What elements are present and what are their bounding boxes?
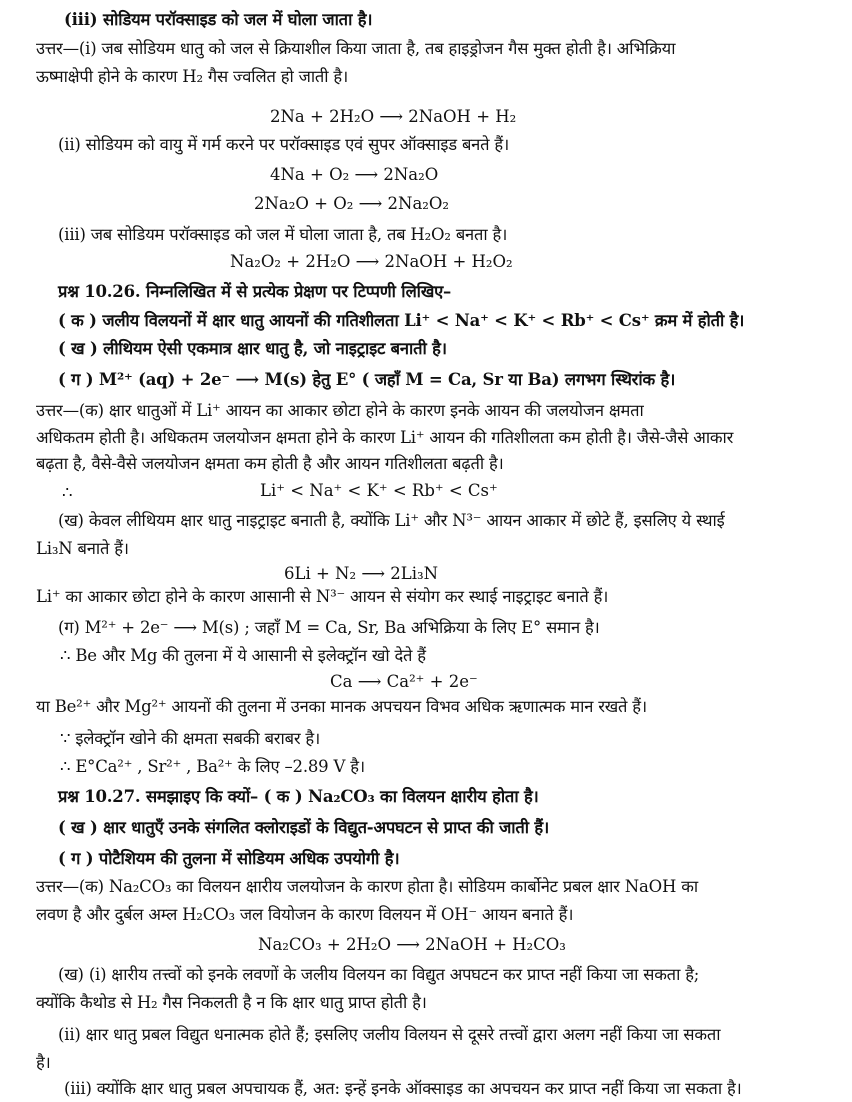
answer-line: Li₃N बनाते हैं। — [36, 539, 129, 558]
answer-line: Li⁺ का आकार छोटा होने के कारण आसानी से N³⁻ आयन से संयोग कर स्थाई नाइट्राइट बनाते हैं। — [36, 587, 609, 606]
answer-line: बढ़ता है, वैसे-वैसे जलयोजन क्षमता कम होती है और आयन गतिशीलता बढ़ती है। — [36, 454, 504, 473]
answer-line: उत्तर—(क) क्षार धातुओं में Li⁺ आयन का आकार छोटा होने के कारण इनके आयन की जलयोजन क्षमता — [36, 401, 644, 420]
question-part-iii: (iii) सोडियम परॉक्साइड को जल में घोला जाता है। — [64, 10, 373, 29]
equation: Na₂O₂ + 2H₂O ⟶ 2NaOH + H₂O₂ — [230, 252, 513, 271]
therefore-symbol: ∴ — [62, 483, 73, 502]
answer-line: (ग) M²⁺ + 2e⁻ ⟶ M(s) ; जहाँ M = Ca, Sr, Ba अभिक्रिया के लिए E° समान है। — [58, 618, 600, 637]
question-part: ( ख ) क्षार धातुएँ उनके संगलित क्लोराइडों के विद्युत-अपघटन से प्राप्त की जाती हैं। — [58, 818, 550, 837]
answer-line: ∵ इलेक्ट्रॉन खोने की क्षमता सबकी बराबर है। — [60, 729, 321, 748]
answer-line: (ख) केवल लीथियम क्षार धातु नाइट्राइट बनाती है, क्योंकि Li⁺ और N³⁻ आयन आकार में छोटे हैं, इसलिए ये स्थाई — [58, 511, 725, 530]
equation: Li⁺ < Na⁺ < K⁺ < Rb⁺ < Cs⁺ — [260, 481, 498, 500]
question-heading: प्रश्न 10.27. समझाइए कि क्यों– ( क ) Na₂CO₃ का विलयन क्षारीय होता है। — [58, 787, 539, 806]
equation: Ca ⟶ Ca²⁺ + 2e⁻ — [330, 672, 478, 691]
answer-line: (ii) क्षार धातु प्रबल विद्युत धनात्मक होते हैं; इसलिए जलीय विलयन से दूसरे तत्त्वों द्वारा अलग नहीं किया जा सकता — [58, 1025, 721, 1044]
answer-line: या Be²⁺ और Mg²⁺ आयनों की तुलना में उनका मानक अपचयन विभव अधिक ऋणात्मक मान रखते हैं। — [36, 697, 647, 716]
question-heading: प्रश्न 10.26. निम्नलिखित में से प्रत्येक प्रेक्षण पर टिप्पणी लिखिए– — [58, 282, 452, 301]
equation: 2Na₂O + O₂ ⟶ 2Na₂O₂ — [254, 194, 450, 213]
question-part: ( ग ) पोटैशियम की तुलना में सोडियम अधिक उपयोगी है। — [58, 849, 400, 868]
question-part: ( क ) जलीय विलयनों में क्षार धातु आयनों की गतिशीलता Li⁺ < Na⁺ < K⁺ < Rb⁺ < Cs⁺ क्रम में होती है। — [58, 311, 745, 330]
equation: Na₂CO₃ + 2H₂O ⟶ 2NaOH + H₂CO₃ — [258, 935, 566, 954]
question-part: ( ग ) M²⁺ (aq) + 2e⁻ ⟶ M(s) हेतु E° ( जहाँ M = Ca, Sr या Ba) लगभग स्थिरांक है। — [58, 370, 676, 389]
answer-line: ∴ E°Ca²⁺ , Sr²⁺ , Ba²⁺ के लिए –2.89 V है। — [60, 757, 365, 776]
answer-line: (iii) क्योंकि क्षार धातु प्रबल अपचायक हैं, अत: इन्हें इनके ऑक्साइड का अपचयन कर प्राप्त नहीं किया जा सकता है। — [64, 1079, 742, 1098]
answer-line: उत्तर—(क) Na₂CO₃ का विलयन क्षारीय जलयोजन के कारण होता है। सोडियम कार्बोनेट प्रबल क्षार NaOH का — [36, 877, 698, 896]
answer-line: लवण है और दुर्बल अम्ल H₂CO₃ जल वियोजन के कारण विलयन में OH⁻ आयन बनाते हैं। — [36, 905, 574, 924]
equation: 4Na + O₂ ⟶ 2Na₂O — [270, 165, 439, 184]
answer-line: (ii) सोडियम को वायु में गर्म करने पर परॉक्साइड एवं सुपर ऑक्साइड बनते हैं। — [58, 135, 510, 154]
equation: 6Li + N₂ ⟶ 2Li₃N — [284, 564, 439, 583]
answer-line: अधिकतम होती है। अधिकतम जलयोजन क्षमता होने के कारण Li⁺ आयन की गतिशीलता कम होती है। जैसे-जैसे आकार — [36, 428, 734, 447]
answer-line: ऊष्माक्षेपी होने के कारण H₂ गैस ज्वलित हो जाती है। — [36, 67, 349, 86]
answer-line: है। — [36, 1053, 51, 1072]
answer-line: ∴ Be और Mg की तुलना में ये आसानी से इलेक्ट्रॉन खो देते हैं — [60, 646, 426, 665]
equation: 2Na + 2H₂O ⟶ 2NaOH + H₂ — [270, 107, 517, 126]
answer-line: (ख) (i) क्षारीय तत्त्वों को इनके लवणों के जलीय विलयन का विद्युत अपघटन कर प्राप्त नहीं किया जा सकता है; — [58, 965, 700, 984]
answer-line: क्योंकि कैथोड से H₂ गैस निकलती है न कि क्षार धातु प्राप्त होती है। — [36, 993, 427, 1012]
answer-line: उत्तर—(i) जब सोडियम धातु को जल से क्रियाशील किया जाता है, तब हाइड्रोजन गैस मुक्त होती है। अभिक्रिया — [36, 39, 676, 58]
answer-line: (iii) जब सोडियम परॉक्साइड को जल में घोला जाता है, तब H₂O₂ बनता है। — [58, 225, 508, 244]
question-part: ( ख ) लीथियम ऐसी एकमात्र क्षार धातु है, जो नाइट्राइट बनाती है। — [58, 339, 447, 358]
